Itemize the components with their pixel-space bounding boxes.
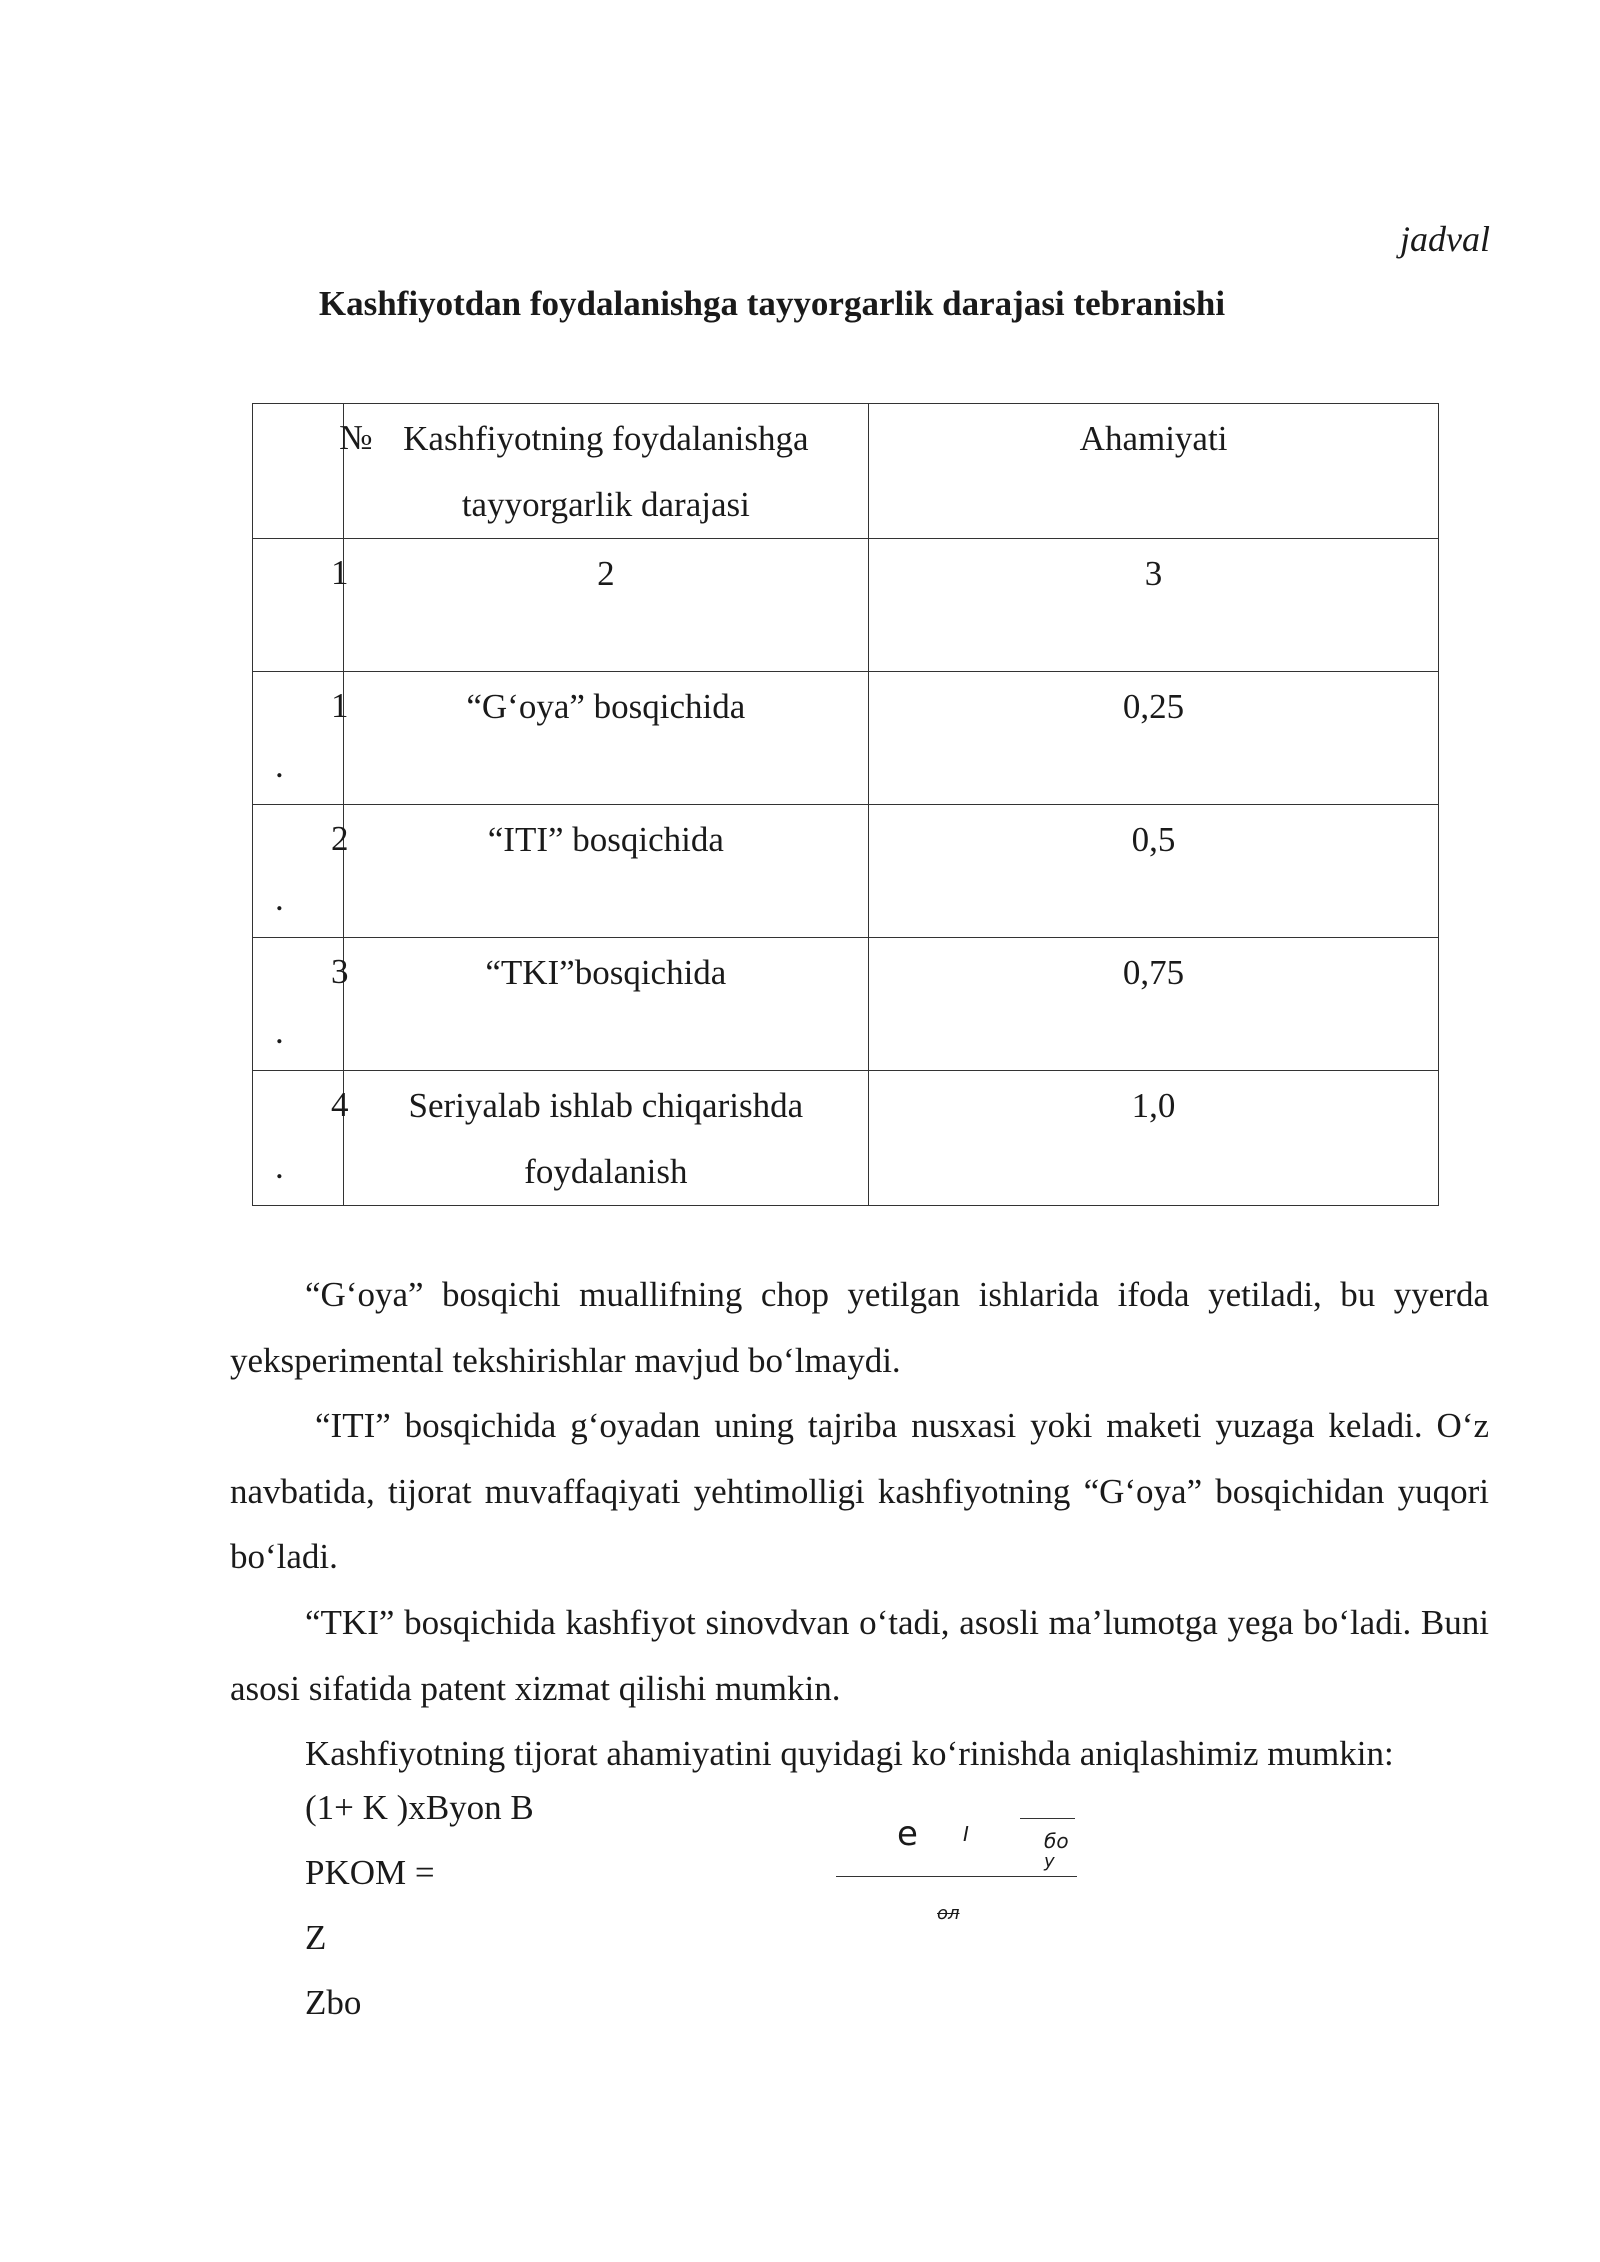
row-stage bbox=[344, 1071, 869, 1205]
table-row bbox=[253, 805, 1439, 938]
row-stage-line1: Seriyalab ishlab chiqarishda bbox=[408, 1086, 804, 1125]
row-stage: “G‘oya” bosqichida bbox=[466, 687, 746, 726]
header-no-cell bbox=[253, 404, 373, 539]
table-row bbox=[253, 1071, 1439, 1206]
formula-fragment-y: у bbox=[1044, 1851, 1055, 1872]
row-stage-line2: foydalanish bbox=[524, 1152, 688, 1191]
row-number-cell bbox=[253, 805, 349, 938]
row-value: 0,5 bbox=[1131, 820, 1176, 859]
row-dot: . bbox=[275, 879, 284, 918]
row-value-cell bbox=[869, 938, 1439, 1071]
header-stage bbox=[344, 404, 869, 538]
row-stage-cell bbox=[343, 805, 869, 938]
index-a: 1 bbox=[331, 553, 349, 592]
formula-fraction-bar bbox=[836, 1876, 1077, 1877]
row-value-cell bbox=[869, 1071, 1439, 1206]
formula-line-3: Z bbox=[305, 1918, 327, 1957]
row-number: 3 bbox=[331, 952, 349, 991]
header-stage-line1: Kashfiyotning foydalanishga bbox=[403, 419, 809, 458]
index-c: 3 bbox=[1144, 554, 1163, 593]
table-row bbox=[253, 938, 1439, 1071]
row-number-cell bbox=[253, 1071, 349, 1206]
header-stage-line2: tayyorgarlik darajasi bbox=[461, 485, 750, 524]
table-row bbox=[253, 672, 1439, 805]
row-value: 0,75 bbox=[1122, 953, 1185, 992]
row-number-cell bbox=[253, 672, 349, 805]
header-value-cell bbox=[869, 404, 1439, 539]
table-title bbox=[0, 284, 1600, 324]
readiness-table bbox=[252, 403, 1439, 1206]
row-value: 0,25 bbox=[1122, 687, 1185, 726]
formula-fragment-bo: бо bbox=[1044, 1829, 1069, 1853]
index-cell-b bbox=[343, 539, 869, 672]
index-row bbox=[253, 539, 1439, 672]
index-b: 2 bbox=[597, 554, 615, 593]
row-value-cell bbox=[869, 672, 1439, 805]
row-number: 4 bbox=[331, 1085, 349, 1124]
row-dot: . bbox=[275, 1147, 284, 1186]
row-number: 2 bbox=[331, 819, 349, 858]
row-value: 1,0 bbox=[1131, 1086, 1176, 1125]
row-stage-cell bbox=[343, 1071, 869, 1206]
paragraph-formula-intro: Kashfiyotning tijorat ahamiyatini quyidagi ko‘rinishda aniqlashimiz mumkin: bbox=[305, 1734, 1394, 1773]
formula-fragment-i: I bbox=[963, 1822, 969, 1846]
paragraph-goya: “G‘oya” bosqichi muallifning chop yetilgan ishlarida ifoda yetiladi, bu yyerda yeksperimental tekshirishlar mavjud bo‘lmaydi. bbox=[230, 1275, 1489, 1380]
table-header-row bbox=[253, 404, 1439, 539]
formula-fragment-e: е bbox=[897, 1814, 918, 1854]
paragraph-iti: “ITI” bosqichida g‘oyadan uning tajriba nusxasi yoki maketi yuzaga keladi. O‘z navbatida, tijorat muvaffaqiyati yehtimolligi kashfiyotning “G‘oya” bosqichidan yuqori bo‘ladi. bbox=[230, 1406, 1489, 1576]
row-dot: . bbox=[275, 1012, 284, 1051]
header-no: № bbox=[339, 418, 373, 457]
table-title-text: Kashfiyotdan foydalanishga tayyorgarlik darajasi tebranishi bbox=[318, 284, 1226, 323]
index-cell-c bbox=[869, 539, 1439, 672]
header-stage-cell bbox=[343, 404, 869, 539]
index-cell-a bbox=[253, 539, 349, 672]
formula-overline bbox=[1020, 1818, 1075, 1819]
row-stage-cell bbox=[343, 672, 869, 805]
formula-line-4: Zbo bbox=[305, 1983, 362, 2022]
row-number-cell bbox=[253, 938, 349, 1071]
row-stage-cell bbox=[343, 938, 869, 1071]
formula-line-2: PKOM = bbox=[305, 1853, 435, 1892]
row-dot: . bbox=[275, 746, 284, 785]
formula-fragment-ol: ол bbox=[937, 1903, 960, 1924]
table-caption: jadval bbox=[1400, 219, 1490, 259]
row-stage: “ITI” bosqichida bbox=[487, 820, 724, 859]
formula-line-1: (1+ K )xByon B bbox=[305, 1788, 534, 1827]
header-value: Ahamiyati bbox=[1079, 419, 1228, 458]
paragraph-tki: “TKI” bosqichida kashfiyot sinovdvan o‘tadi, asosli ma’lumotga yega bo‘ladi. Buni asosi sifatida patent xizmat qilishi mumkin. bbox=[230, 1603, 1489, 1708]
row-value-cell bbox=[869, 805, 1439, 938]
row-stage: “TKI”bosqichida bbox=[485, 953, 727, 992]
row-number: 1 bbox=[331, 686, 349, 725]
